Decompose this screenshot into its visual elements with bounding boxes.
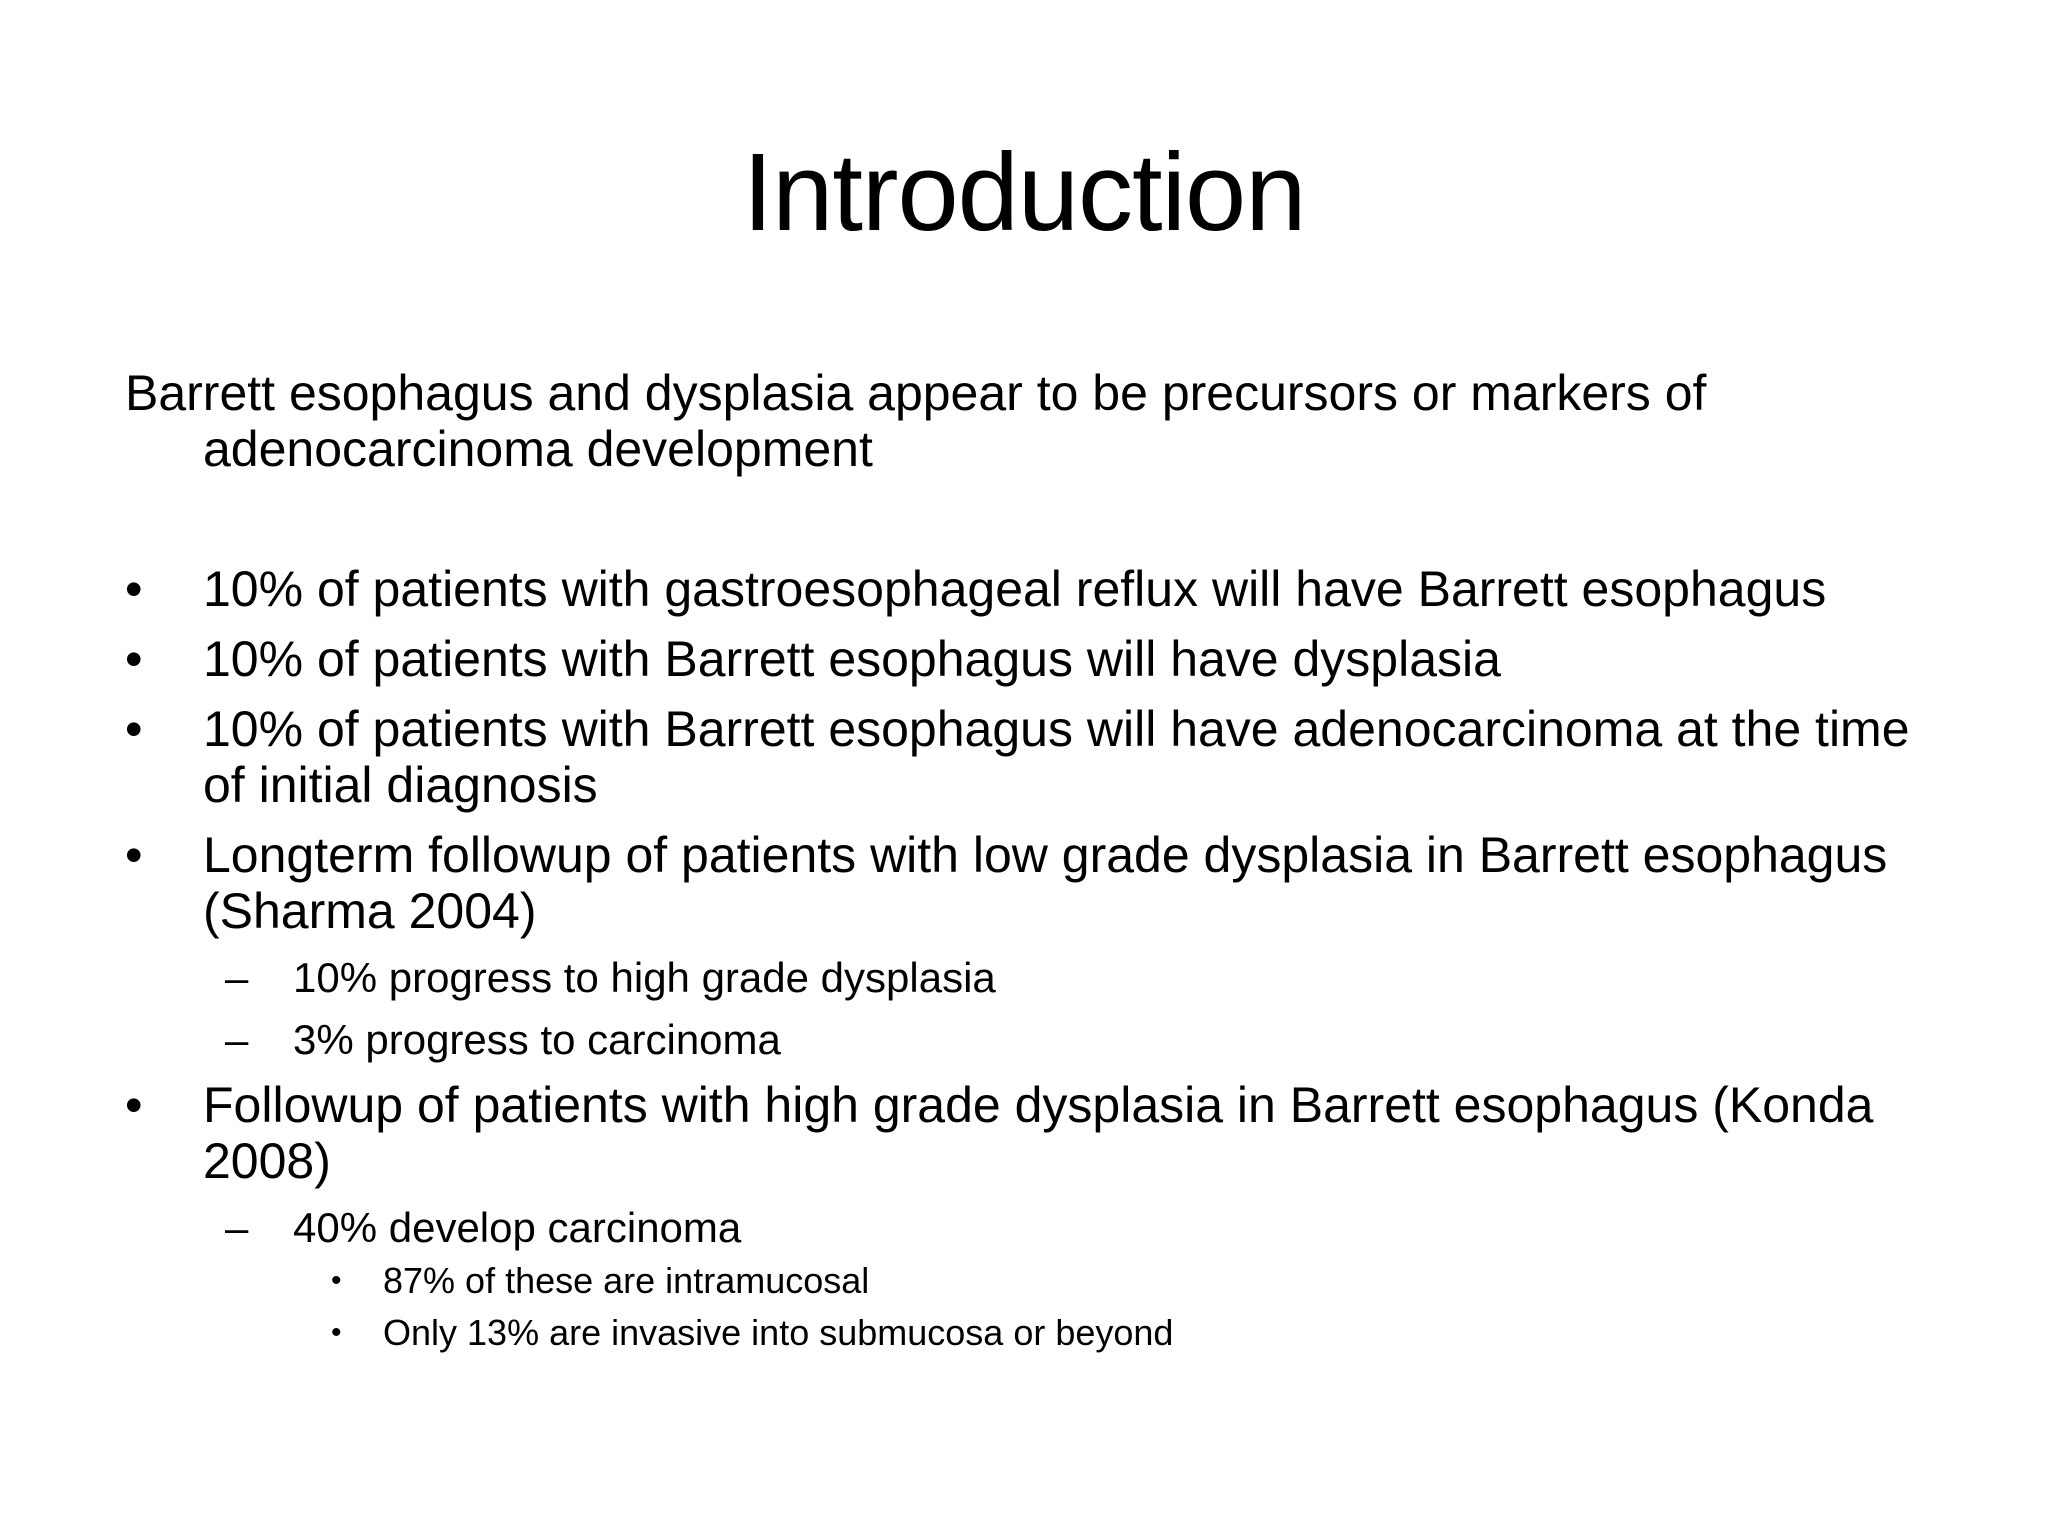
bullet-item — [125, 631, 1945, 687]
dash-marker: – — [225, 1204, 249, 1251]
slide-title: Introduction — [742, 131, 1306, 254]
bullet-item — [125, 1077, 1945, 1189]
slide-body — [125, 365, 1945, 1363]
sub-bullet-item — [125, 953, 1945, 1003]
sub-bullet-item — [125, 1015, 1945, 1065]
bullet-item — [125, 827, 1945, 939]
sub-sub-bullet-text: 87% of these are intramucosal — [383, 1260, 870, 1301]
bullet-text: 10% of patients with Barrett esophagus will have dysplasia — [203, 631, 1501, 687]
sub-bullet-text: 10% progress to high grade dysplasia — [293, 954, 996, 1001]
sub-bullet-item — [125, 1203, 1945, 1253]
bullet-marker: • — [125, 827, 143, 883]
bullet-marker: • — [331, 1316, 342, 1349]
bullet-text: Longterm followup of patients with low grade dysplasia in Barrett esophagus (Sharma 2004) — [203, 827, 1888, 939]
bullet-marker: • — [125, 631, 143, 687]
sub-sub-bullet-item — [125, 1311, 1945, 1355]
sub-bullet-list — [125, 953, 1945, 1065]
sub-bullet-text: 3% progress to carcinoma — [293, 1016, 781, 1063]
sub-sub-bullet-list — [125, 1259, 1945, 1355]
bullet-marker: • — [125, 701, 143, 757]
bullet-list — [125, 1077, 1945, 1189]
bullet-marker: • — [125, 1077, 143, 1133]
intro-paragraph: Barrett esophagus and dysplasia appear to be precursors or markers of adenocarcinoma development — [125, 365, 1707, 477]
bullet-text: Followup of patients with high grade dysplasia in Barrett esophagus (Konda 2008) — [203, 1077, 1874, 1189]
bullet-item — [125, 701, 1945, 813]
bullet-marker: • — [125, 561, 143, 617]
bullet-list — [125, 561, 1945, 939]
sub-bullet-text: 40% develop carcinoma — [293, 1204, 742, 1251]
dash-marker: – — [225, 954, 249, 1001]
sub-bullet-list — [125, 1203, 1945, 1253]
dash-marker: – — [225, 1016, 249, 1063]
bullet-marker: • — [331, 1264, 342, 1297]
bullet-text: 10% of patients with gastroesophageal reflux will have Barrett esophagus — [203, 561, 1827, 617]
sub-sub-bullet-item — [125, 1259, 1945, 1303]
sub-sub-bullet-text: Only 13% are invasive into submucosa or beyond — [383, 1312, 1174, 1353]
bullet-text: 10% of patients with Barrett esophagus will have adenocarcinoma at the time of initial diagnosis — [203, 701, 1910, 813]
bullet-item — [125, 561, 1945, 617]
